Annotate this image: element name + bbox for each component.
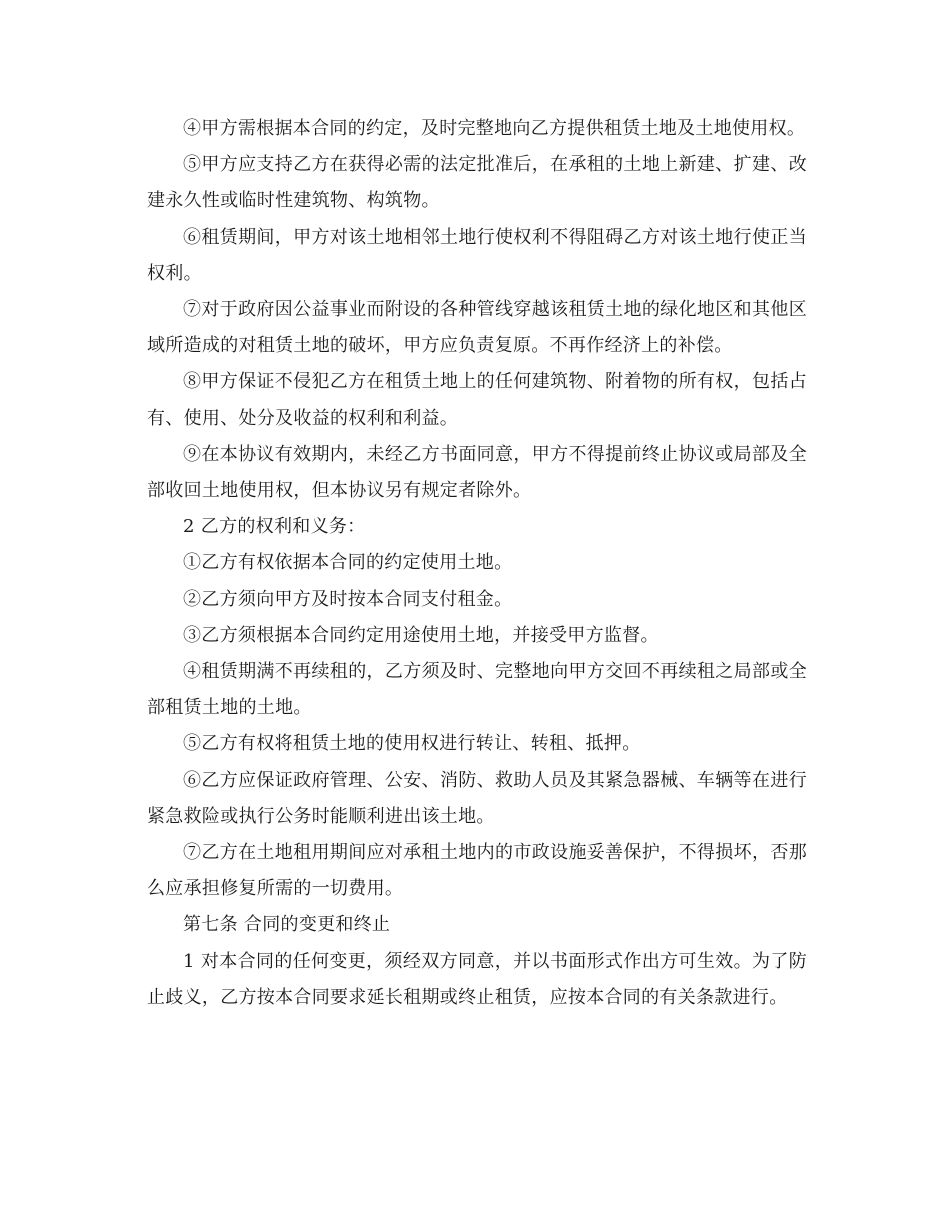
clause-paragraph: ⑤乙方有权将租赁土地的使用权进行转让、转租、抵押。 bbox=[183, 733, 641, 755]
clause-paragraph: ⑦对于政府因公益事业而附设的各种管线穿越该租赁土地的绿化地区和其他区域所造成的对租赁土地的破坏，甲方应负责复原。不再作经济上的补偿。 bbox=[147, 299, 807, 357]
clause-paragraph: ④租赁期满不再续租的，乙方须及时、完整地向甲方交回不再续租之局部或全部租赁土地的土地。 bbox=[147, 661, 807, 719]
clause-paragraph: ①乙方有权依据本合同的约定使用土地。 bbox=[183, 552, 513, 574]
clause-paragraph: ④甲方需根据本合同的约定，及时完整地向乙方提供租赁土地及土地使用权。 bbox=[183, 118, 806, 139]
clause-paragraph: ⑤甲方应支持乙方在获得必需的法定批准后，在承租的土地上新建、扩建、改建永久性或临时性建筑物、构筑物。 bbox=[147, 154, 807, 212]
section-heading: 2 乙方的权利和义务： bbox=[183, 516, 366, 538]
clause-paragraph: ⑥乙方应保证政府管理、公安、消防、救助人员及其紧急器械、车辆等在进行紧急救险或执行公务时能顺利进出该土地。 bbox=[147, 769, 807, 827]
article-heading: 第七条 合同的变更和终止 bbox=[183, 914, 391, 936]
clause-paragraph: ⑦乙方在土地租用期间应对承租土地内的市政设施妥善保护，不得损坏，否那么应承担修复所需的一切费用。 bbox=[147, 842, 807, 900]
clause-paragraph: ⑨在本协议有效期内，未经乙方书面同意，甲方不得提前终止协议或局部及全部收回土地使用权，但本协议另有规定者除外。 bbox=[147, 443, 807, 502]
clause-paragraph: 1 对本合同的任何变更，须经双方同意，并以书面形式作出方可生效。为了防止歧义，乙方按本合同要求延长租期或终止租赁，应按本合同的有关条款进行。 bbox=[147, 950, 807, 1008]
clause-paragraph: ⑥租赁期间，甲方对该土地相邻土地行使权利不得阻碍乙方对该土地行使正当权利。 bbox=[147, 226, 807, 284]
clause-paragraph: ③乙方须根据本合同约定用途使用土地，并接受甲方监督。 bbox=[183, 624, 659, 646]
clause-paragraph: ②乙方须向甲方及时按本合同支付租金。 bbox=[183, 588, 513, 610]
clause-paragraph: ⑧甲方保证不侵犯乙方在租赁土地上的任何建筑物、附着物的所有权，包括占有、使用、处分及收益的权利和利益。 bbox=[147, 371, 807, 429]
document-page bbox=[147, 111, 807, 1016]
